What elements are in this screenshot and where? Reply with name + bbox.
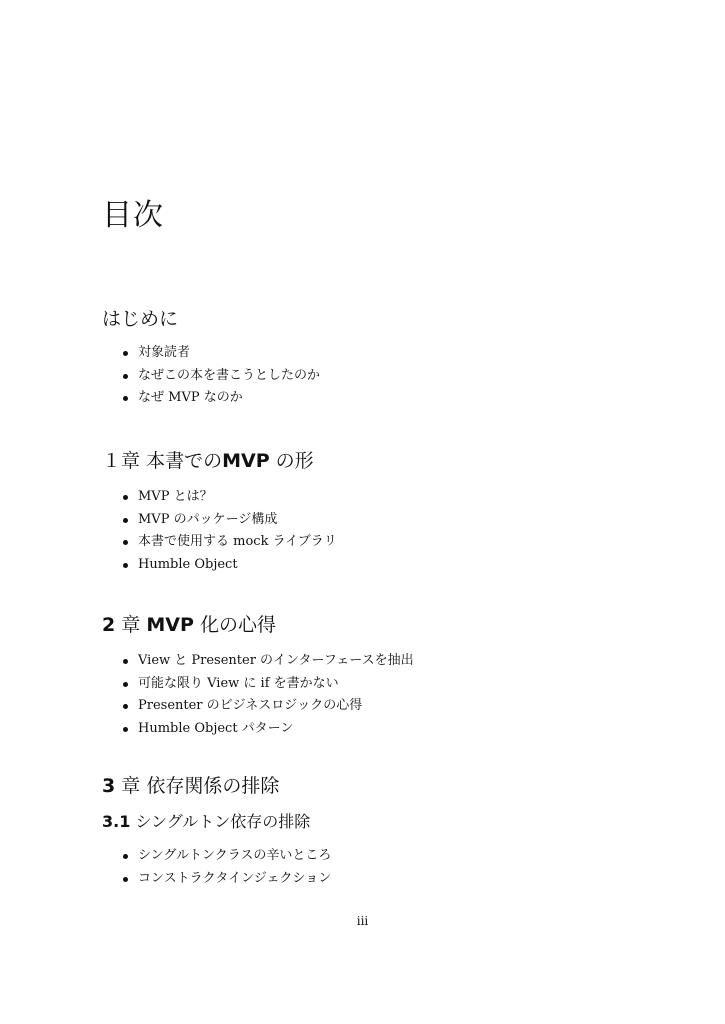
- toc-title: 目次: [102, 198, 164, 233]
- list-item: MVP のパッケージ構成: [102, 509, 662, 532]
- chapter3-section: [102, 773, 662, 890]
- list-item: Presenter のビジネスロジックの心得: [102, 695, 662, 718]
- chapter2-number-suffix: 章: [121, 614, 141, 636]
- chapter2-heading: [102, 612, 662, 638]
- chapter3-number-suffix: 章: [121, 775, 141, 797]
- chapter1-title-post: の形: [275, 450, 314, 472]
- chapter3-heading: [102, 773, 662, 799]
- intro-section: [102, 306, 662, 410]
- list-item: 本書で使用する mock ライブラリ: [102, 531, 662, 554]
- list-item: Humble Object: [102, 554, 662, 577]
- list-item: Humble Object パターン: [102, 718, 662, 741]
- intro-list: [102, 342, 662, 410]
- list-item: シングルトンクラスの辛いところ: [102, 845, 662, 868]
- chapter3-title: 依存関係の排除: [146, 775, 280, 797]
- chapter2-section: [102, 612, 662, 740]
- chapter2-title-bold: MVP: [146, 614, 194, 636]
- list-item: 可能な限り View に if を書かない: [102, 673, 662, 696]
- section-3-1-list: [102, 845, 662, 890]
- list-item: なぜ MVP なのか: [102, 387, 662, 410]
- chapter1-title-pre: 本書での: [146, 450, 223, 472]
- chapter2-title-post: 化の心得: [199, 614, 276, 636]
- chapter1-heading: [102, 448, 662, 474]
- section-3-1-title: シングルトン依存の排除: [135, 812, 311, 831]
- section-3-1-heading: [102, 811, 662, 833]
- intro-heading: はじめに: [102, 308, 179, 330]
- list-item: なぜこの本を書こうとしたのか: [102, 365, 662, 388]
- chapter1-title-bold: MVP: [222, 450, 270, 472]
- list-item: View と Presenter のインターフェースを抽出: [102, 650, 662, 673]
- list-item: 対象読者: [102, 342, 662, 365]
- page-number: iii: [356, 914, 369, 928]
- list-item: コンストラクタインジェクション: [102, 868, 662, 891]
- chapter2-list: [102, 650, 662, 740]
- chapter2-number: 2: [102, 614, 116, 636]
- section-3-1-number: 3.1: [102, 812, 131, 831]
- list-item: MVP とは？: [102, 486, 662, 509]
- chapter1-list: [102, 486, 662, 576]
- chapter3-number: 3: [102, 775, 116, 797]
- chapter1-section: [102, 448, 662, 576]
- chapter1-number: １章: [102, 450, 141, 472]
